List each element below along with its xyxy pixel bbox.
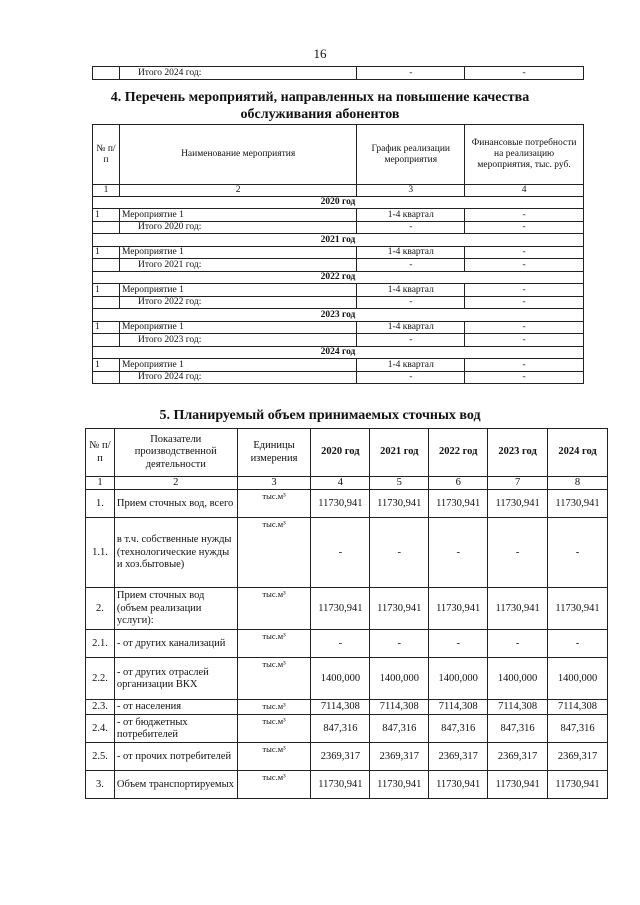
unit-cell: тыс.м³ bbox=[237, 715, 311, 743]
value-cell: 11730,941 bbox=[311, 588, 370, 630]
unit-cell: тыс.м³ bbox=[237, 743, 311, 771]
value-cell: 11730,941 bbox=[429, 588, 488, 630]
unit-cell: тыс.м³ bbox=[237, 490, 311, 518]
indicator-name: Прием сточных вод, всего bbox=[114, 490, 237, 518]
table-row bbox=[86, 771, 608, 799]
empty-cell bbox=[93, 67, 120, 80]
col-num: 1 bbox=[93, 185, 120, 197]
value-cell: 2369,317 bbox=[488, 743, 548, 771]
value-cell: 11730,941 bbox=[548, 490, 608, 518]
total-row bbox=[93, 334, 584, 347]
col-num: 7 bbox=[488, 477, 548, 490]
header-year: 2024 год bbox=[548, 429, 608, 477]
value-cell: 847,316 bbox=[429, 715, 488, 743]
section5-title: 5. Планируемый объем принимаемых сточных вод bbox=[159, 408, 481, 423]
value-cell: - bbox=[548, 518, 608, 588]
table-row bbox=[86, 588, 608, 630]
row-num: 1 bbox=[93, 321, 120, 334]
event-name: Мероприятие 1 bbox=[119, 359, 356, 372]
value-cell: 7114,308 bbox=[370, 700, 429, 715]
unit-cell: тыс.м³ bbox=[237, 588, 311, 630]
row-num: 2.4. bbox=[86, 715, 115, 743]
table-row bbox=[86, 518, 608, 588]
col-num: 8 bbox=[548, 477, 608, 490]
total-schedule: - bbox=[357, 221, 465, 234]
row-num: 1 bbox=[93, 246, 120, 259]
col-num: 2 bbox=[119, 185, 356, 197]
event-schedule: 1-4 квартал bbox=[357, 321, 465, 334]
value-cell: 11730,941 bbox=[548, 588, 608, 630]
header-num: № п/п bbox=[93, 125, 120, 185]
total-schedule: - bbox=[357, 371, 465, 384]
section4-title-line1: 4. Перечень мероприятий, направленных на повышение качества bbox=[110, 90, 530, 105]
value-cell: - bbox=[429, 630, 488, 658]
value-cell: 11730,941 bbox=[488, 588, 548, 630]
col-num: 1 bbox=[86, 477, 115, 490]
event-cost: - bbox=[465, 284, 584, 297]
indicator-name: - от бюджетных потребителей bbox=[114, 715, 237, 743]
unit-cell: тыс.м³ bbox=[237, 771, 311, 799]
value-cell: - bbox=[429, 518, 488, 588]
table-row bbox=[86, 490, 608, 518]
table-row bbox=[86, 700, 608, 715]
table-row bbox=[93, 359, 584, 372]
value-cell: - bbox=[488, 518, 548, 588]
row-num: 2. bbox=[86, 588, 115, 630]
value-cell: 11730,941 bbox=[311, 490, 370, 518]
value-cell: 7114,308 bbox=[488, 700, 548, 715]
event-name: Мероприятие 1 bbox=[119, 209, 356, 222]
indicator-name: - от населения bbox=[114, 700, 237, 715]
empty-cell bbox=[93, 296, 120, 309]
value-cell: 11730,941 bbox=[370, 490, 429, 518]
col-num: 2 bbox=[114, 477, 237, 490]
col-num: 6 bbox=[429, 477, 488, 490]
unit-cell: тыс.м³ bbox=[237, 700, 311, 715]
total-cost: - bbox=[465, 371, 584, 384]
value-cell: 847,316 bbox=[548, 715, 608, 743]
header-num: № п/п bbox=[86, 429, 115, 477]
table-row bbox=[86, 715, 608, 743]
row-num: 2.1. bbox=[86, 630, 115, 658]
indicator-name: - от других отраслей организации ВКХ bbox=[114, 658, 237, 700]
event-schedule: 1-4 квартал bbox=[357, 246, 465, 259]
header-cost: Финансовые потребности на реализацию мероприятия, тыс. руб. bbox=[465, 125, 584, 185]
table-row bbox=[93, 246, 584, 259]
header-year: 2023 год bbox=[488, 429, 548, 477]
event-name: Мероприятие 1 bbox=[119, 284, 356, 297]
event-schedule: 1-4 квартал bbox=[357, 284, 465, 297]
total-schedule: - bbox=[357, 259, 465, 272]
total-cost: - bbox=[465, 259, 584, 272]
indicator-name: - от прочих потребителей bbox=[114, 743, 237, 771]
value-cell: 1400,000 bbox=[488, 658, 548, 700]
value-cell: 11730,941 bbox=[488, 771, 548, 799]
carryover-table bbox=[92, 66, 584, 80]
total-schedule: - bbox=[357, 67, 465, 80]
event-cost: - bbox=[465, 209, 584, 222]
value-cell: 1400,000 bbox=[548, 658, 608, 700]
header-year: 2021 год bbox=[370, 429, 429, 477]
value-cell: 1400,000 bbox=[370, 658, 429, 700]
indicator-name: в т.ч. собственные нужды (технологические нужды и хоз.бытовые) bbox=[114, 518, 237, 588]
value-cell: 847,316 bbox=[311, 715, 370, 743]
total-row bbox=[93, 296, 584, 309]
value-cell: - bbox=[488, 630, 548, 658]
indicator-name: - от других канализаций bbox=[114, 630, 237, 658]
event-name: Мероприятие 1 bbox=[119, 321, 356, 334]
value-cell: 1400,000 bbox=[311, 658, 370, 700]
page-number: 16 bbox=[313, 46, 327, 61]
event-schedule: 1-4 квартал bbox=[357, 359, 465, 372]
value-cell: - bbox=[311, 630, 370, 658]
value-cell: 2369,317 bbox=[311, 743, 370, 771]
table-row bbox=[93, 284, 584, 297]
value-cell: - bbox=[311, 518, 370, 588]
value-cell: 847,316 bbox=[488, 715, 548, 743]
value-cell: 11730,941 bbox=[311, 771, 370, 799]
value-cell: 2369,317 bbox=[548, 743, 608, 771]
header-schedule: График реализации мероприятия bbox=[357, 125, 465, 185]
empty-cell bbox=[93, 259, 120, 272]
row-num: 1 bbox=[93, 359, 120, 372]
value-cell: 2369,317 bbox=[370, 743, 429, 771]
value-cell: - bbox=[370, 630, 429, 658]
total-row bbox=[93, 371, 584, 384]
total-schedule: - bbox=[357, 296, 465, 309]
event-cost: - bbox=[465, 359, 584, 372]
row-num: 2.5. bbox=[86, 743, 115, 771]
row-num: 2.2. bbox=[86, 658, 115, 700]
total-label: Итого 2020 год: bbox=[119, 221, 356, 234]
event-cost: - bbox=[465, 321, 584, 334]
row-num: 1.1. bbox=[86, 518, 115, 588]
section4-title bbox=[0, 89, 640, 123]
total-row bbox=[93, 221, 584, 234]
table-row bbox=[93, 321, 584, 334]
unit-cell: тыс.м³ bbox=[237, 630, 311, 658]
value-cell: 7114,308 bbox=[311, 700, 370, 715]
value-cell: 1400,000 bbox=[429, 658, 488, 700]
row-num: 1 bbox=[93, 209, 120, 222]
total-schedule: - bbox=[357, 334, 465, 347]
empty-cell bbox=[93, 334, 120, 347]
value-cell: - bbox=[370, 518, 429, 588]
table-row bbox=[86, 658, 608, 700]
header-name: Наименование мероприятия bbox=[119, 125, 356, 185]
total-cost: - bbox=[465, 334, 584, 347]
unit-cell: тыс.м³ bbox=[237, 518, 311, 588]
table-row bbox=[86, 630, 608, 658]
unit-cell: тыс.м³ bbox=[237, 658, 311, 700]
value-cell: 847,316 bbox=[370, 715, 429, 743]
row-num: 1 bbox=[93, 284, 120, 297]
value-cell: 7114,308 bbox=[429, 700, 488, 715]
total-label: Итого 2022 год: bbox=[119, 296, 356, 309]
event-schedule: 1-4 квартал bbox=[357, 209, 465, 222]
indicator-name: Прием сточных вод (объем реализации услуги): bbox=[114, 588, 237, 630]
empty-cell bbox=[93, 371, 120, 384]
row-num: 1. bbox=[86, 490, 115, 518]
year-row: 2020 год bbox=[93, 196, 584, 209]
wastewater-table bbox=[85, 428, 608, 799]
total-label: Итого 2021 год: bbox=[119, 259, 356, 272]
events-table bbox=[92, 124, 584, 384]
value-cell: 11730,941 bbox=[429, 490, 488, 518]
value-cell: 11730,941 bbox=[370, 771, 429, 799]
year-row: 2021 год bbox=[93, 234, 584, 247]
empty-cell bbox=[93, 221, 120, 234]
col-num: 5 bbox=[370, 477, 429, 490]
header-indicator: Показатели производственной деятельности bbox=[114, 429, 237, 477]
value-cell: - bbox=[548, 630, 608, 658]
value-cell: 2369,317 bbox=[429, 743, 488, 771]
col-num: 4 bbox=[311, 477, 370, 490]
total-row bbox=[93, 259, 584, 272]
section4-title-line2: обслуживания абонентов bbox=[240, 107, 400, 122]
header-year: 2020 год bbox=[311, 429, 370, 477]
row-num: 3. bbox=[86, 771, 115, 799]
value-cell: 11730,941 bbox=[429, 771, 488, 799]
header-unit: Единицы измерения bbox=[237, 429, 311, 477]
total-cost: - bbox=[465, 67, 584, 80]
total-cost: - bbox=[465, 296, 584, 309]
year-row: 2023 год bbox=[93, 309, 584, 322]
total-label: Итого 2024 год: bbox=[119, 371, 356, 384]
total-label: Итого 2024 год: bbox=[119, 67, 357, 80]
value-cell: 7114,308 bbox=[548, 700, 608, 715]
table-row bbox=[86, 743, 608, 771]
value-cell: 11730,941 bbox=[548, 771, 608, 799]
value-cell: 11730,941 bbox=[488, 490, 548, 518]
row-num: 2.3. bbox=[86, 700, 115, 715]
year-row: 2024 год bbox=[93, 346, 584, 359]
value-cell: 11730,941 bbox=[370, 588, 429, 630]
year-row: 2022 год bbox=[93, 271, 584, 284]
header-year: 2022 год bbox=[429, 429, 488, 477]
event-name: Мероприятие 1 bbox=[119, 246, 356, 259]
total-label: Итого 2023 год: bbox=[119, 334, 356, 347]
event-cost: - bbox=[465, 246, 584, 259]
col-num: 3 bbox=[237, 477, 311, 490]
col-num: 3 bbox=[357, 185, 465, 197]
indicator-name: Объем транспортируемых bbox=[114, 771, 237, 799]
table-row bbox=[93, 209, 584, 222]
col-num: 4 bbox=[465, 185, 584, 197]
total-cost: - bbox=[465, 221, 584, 234]
